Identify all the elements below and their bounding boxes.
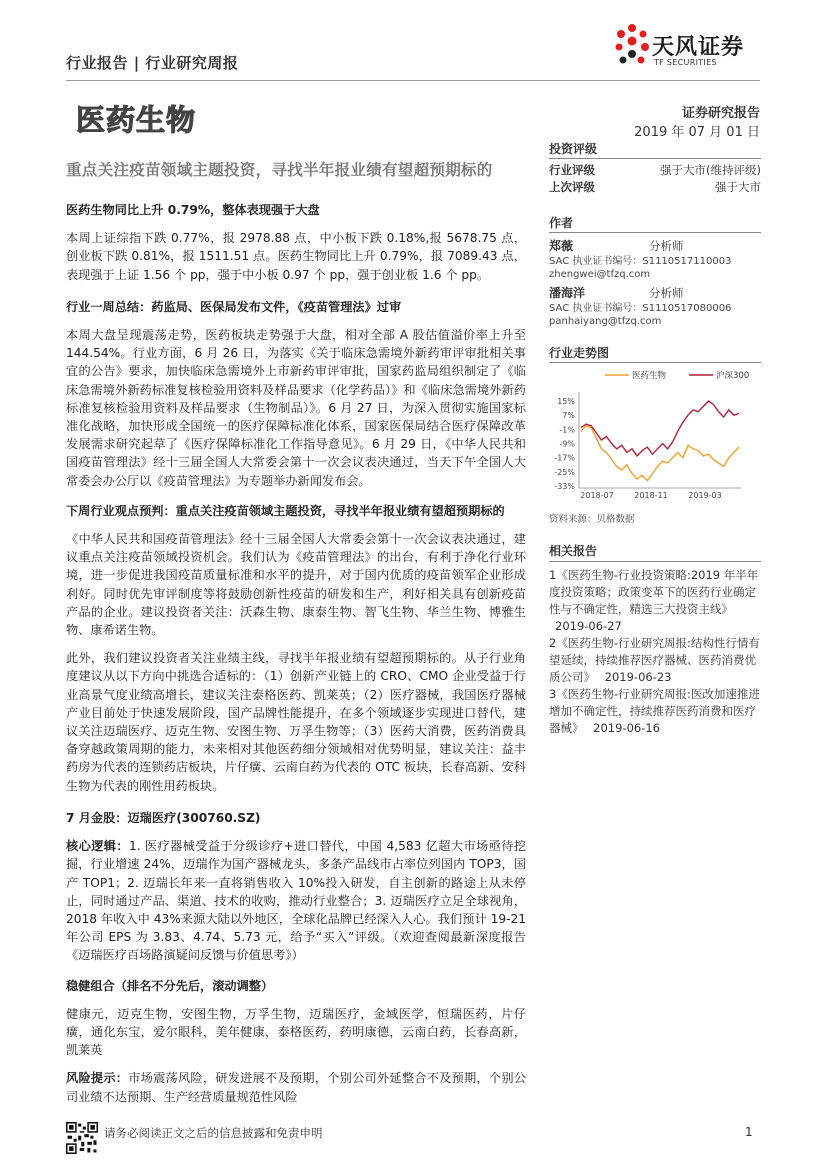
- sector-title: 医药生物: [76, 103, 197, 137]
- section-title: 医药生物同比上升 0.79%，整体表现强于大盘: [66, 203, 320, 217]
- logo-text: 天风证券: [652, 35, 745, 60]
- qr-code-icon: [66, 1122, 98, 1154]
- rating-title: 投资评级: [549, 140, 761, 159]
- section-text: 此外，我们建议投资者关注业绩主线，寻找半年报业绩有望超预期标的。从子行业角度建议从以下方向中挑选合适标的：（1）创新产业链上的 CRO、CMO 企业受益于行业高景气度业绩高增长，建议关注泰格医药、凯莱英；（2）医疗器械，我国医疗器械产业目前处于快速发展阶段，国产品牌性能提升，在多个领域逐步实现进口替代，建议关注迈瑞医疗、迈克生物、安图生物、万孚生物等；（3）医药大消费，医药消费具备穿越政策周期的能力，未来相对其他医药细分领域相对优势明显，建议关注：益丰药房为代表的连锁药店板块，片仔癀、云南白药为代表的 OTC 板块，长春高新、安科生物为代表的刚性用药板块。: [66, 651, 526, 793]
- series-line-csi300: [581, 401, 739, 456]
- tf-logo-icon: [612, 22, 652, 68]
- rating-row: [549, 162, 761, 179]
- related-item-date: 2019-06-16: [593, 721, 660, 735]
- rating-label: 行业评级: [549, 163, 595, 177]
- section-text: [66, 837, 526, 964]
- legend-label-csi300: 沪深300: [716, 371, 750, 381]
- chart-source: [549, 513, 761, 526]
- author-name: 潘海洋: [549, 286, 586, 300]
- report-type: 行业报告 | 行业研究周报: [66, 54, 239, 72]
- page-number: 1: [745, 1125, 753, 1139]
- logo-subtitle: TF SECURITIES: [654, 58, 717, 67]
- authors-panel: [549, 214, 761, 328]
- section-text: 本周大盘呈现震荡走势，医药板块走势强于大盘，相对全部 A 股估值溢价率上升至 144.54%。行业方面，6 月 26 日，为落实《关于临床急需境外新药审评审批相关事宜的公告》要求，加快临床急需境外上市新药审评审批，国家药监局组织制定了《临床急需境外新药标准复核检验用资料及样品要求（化学药品）》和《临床急需境外新药标准复核检验用资料及样品要求（生物制品）》。6 月 27 日，为深入贯彻实施国家标准化战略，加快形成全国统一的医疗保障标准化体系，国家医保局结合医疗保障改革发展需求研究起草了《医疗保障标准化工作指导意见》。6 月 29 日，《中华人民共和国疫苗管理法》经十三届全国人大常委会第十一次会议表决通过，当天下午全国人大常委会办公厅以《疫苗管理法》为专题举办新闻发布会。: [66, 328, 526, 488]
- header-divider: [66, 80, 760, 81]
- related-item-date: 2019-06-27: [555, 619, 622, 633]
- rating-value: 强于大市(维持评级): [660, 163, 761, 177]
- related-title: 相关报告: [549, 543, 761, 562]
- y-tick-label: 15%: [557, 397, 575, 407]
- author-cert: SAC 执业证书编号：S1110517080006: [549, 303, 732, 314]
- related-item-text[interactable]: 3《医药生物-行业研究周报:医改加速推进增加不确定性，持续推荐医药消费和医疗器械》: [549, 687, 760, 735]
- report-org: 证券研究报告: [681, 106, 760, 121]
- section-title: 稳健组合（排名不分先后，滚动调整）: [66, 978, 274, 993]
- y-tick-label: -25%: [554, 467, 575, 477]
- related-item-text[interactable]: 1《医药生物-行业投资策略:2019 年半年度投资策略；政策变革下的医药行业确定性与不确定性，精选三大投资主线》: [549, 568, 759, 616]
- report-date: 2019 年 07 月 01 日: [634, 125, 760, 140]
- author-cert: SAC 执业证书编号：S1110517110003: [549, 256, 732, 267]
- y-tick-label: 7%: [562, 411, 575, 421]
- author-role: 分析师: [649, 286, 684, 300]
- related-item[interactable]: [549, 686, 761, 737]
- y-tick-label: -9%: [559, 439, 575, 449]
- section-text: 本周上证综指下跌 0.77%，报 2978.88 点，中小板下跌 0.18%,报 5678.75 点，创业板下跌 0.81%，报 1511.51 点。医药生物同比上升 0.79%，报 7089.43 点，表现强于上证 1.56 个 pp，强于中小板 0.97 个 pp，强于创业板 1.6 个 pp。: [66, 231, 526, 282]
- y-tick-label: -17%: [554, 453, 575, 463]
- section-text: 《中华人民共和国疫苗管理法》经十三届全国人大常委会第十一次会议表决通过，建议重点关注疫苗领域投资机会。我们认为《疫苗管理法》的出台，有利于净化行业环境，进一步促进我国疫苗质量标准和水平的提升，对于国内优质的疫苗领军企业形成利好。同时优先审评制度等将鼓励创新性疫苗的研发和生产，利好相关具有创新疫苗产品的企业。建议投资者关注：沃森生物、康泰生物、智飞生物、华兰生物、博雅生物、康希诺生物。: [66, 532, 526, 638]
- risk-body: 市场震荡风险，研发进展不及预期，个别公司外延整合不及预期，个别公司业绩不达预期、生产经营质量规范性风险: [66, 1071, 527, 1104]
- author-email[interactable]: zhengwei@tfzq.com: [549, 269, 651, 280]
- related-panel: [549, 543, 761, 737]
- related-item[interactable]: [549, 567, 761, 635]
- headline: 重点关注疫苗领域主题投资，寻找半年报业绩有望超预期标的: [66, 161, 493, 179]
- trend-chart: [549, 364, 761, 504]
- risk-label: 风险提示：: [66, 1071, 129, 1086]
- trend-panel: [549, 344, 761, 363]
- section-title: 行业一周总结：药监局、医保局发布文件，《疫苗管理法》过审: [66, 299, 402, 314]
- section-title: 7 月金股：迈瑞医疗(300760.SZ): [66, 810, 261, 825]
- risk-text: [66, 1069, 526, 1105]
- footer-disclaimer: 请务必阅读正文之后的信息披露和免责申明: [104, 1126, 323, 1140]
- lead-text: 1. 医疗器械受益于分级诊疗+进口替代，中国 4,583 亿超大市场亟待挖掘，行业增速 24%，迈瑞作为国产器械龙头，多条产品线市占率位列国内 TOP3，国产 TOP1；2. 迈瑞长年来一直将销售收入 10%投入研发，自主创新的路途上从未停止，同时通过产品、渠道、技术的收购，推动行业整合；3. 迈瑞医疗立足全球视角，2018 年收入中 43%来源大陆以外地区，全球化品牌已经深入人心。我们预计 19-21 年公司 EPS 为 3.83、4.74、5.73 元，给予“买入”评级。（欢迎查阅最新深度报告《迈瑞医疗百场路演疑问反馈与价值思考》）: [66, 839, 527, 963]
- y-tick-label: -33%: [554, 482, 575, 491]
- section-text: 健康元，迈克生物，安图生物，万孚生物，迈瑞医疗，金域医学，恒瑞医药，片仔癀，通化东宝，爱尔眼科，美年健康，泰格医药，药明康德，云南白药，长春高新，凯莱英: [66, 1006, 526, 1058]
- main-content: [66, 198, 526, 1106]
- authors-title: 作者: [549, 214, 761, 233]
- author-entry: [549, 238, 761, 281]
- author-name: 郑薇: [549, 239, 574, 253]
- rating-value: 强于大市: [715, 180, 761, 194]
- related-item-date: 2019-06-23: [604, 670, 672, 684]
- lead-label: 核心逻辑：: [66, 839, 129, 854]
- author-email[interactable]: panhaiyang@tfzq.com: [549, 316, 662, 327]
- author-entry: [549, 285, 761, 328]
- rating-label: 上次评级: [549, 180, 595, 194]
- related-item[interactable]: [549, 635, 761, 686]
- related-item-text[interactable]: 2《医药生物-行业研究周报:结构性行情有望延续，持续推荐医疗器械、医药消费优质公司》: [549, 636, 760, 684]
- legend-label-pharma: 医药生物: [632, 371, 667, 381]
- y-tick-label: -1%: [559, 425, 575, 435]
- rating-panel: [549, 140, 761, 196]
- rating-row: [549, 179, 761, 196]
- trend-title: 行业走势图: [549, 344, 761, 363]
- chart-source-text: 资料来源：贝格数据: [549, 514, 635, 525]
- x-tick-label: 2018-11: [634, 491, 668, 500]
- series-line-pharma: [581, 426, 739, 481]
- x-tick-label: 2019-03: [688, 491, 722, 500]
- author-role: 分析师: [649, 239, 684, 253]
- section-title: 下周行业观点预判：重点关注疫苗领域主题投资，寻找半年报业绩有望超预期标的: [66, 503, 505, 518]
- x-tick-label: 2018-07: [580, 491, 614, 500]
